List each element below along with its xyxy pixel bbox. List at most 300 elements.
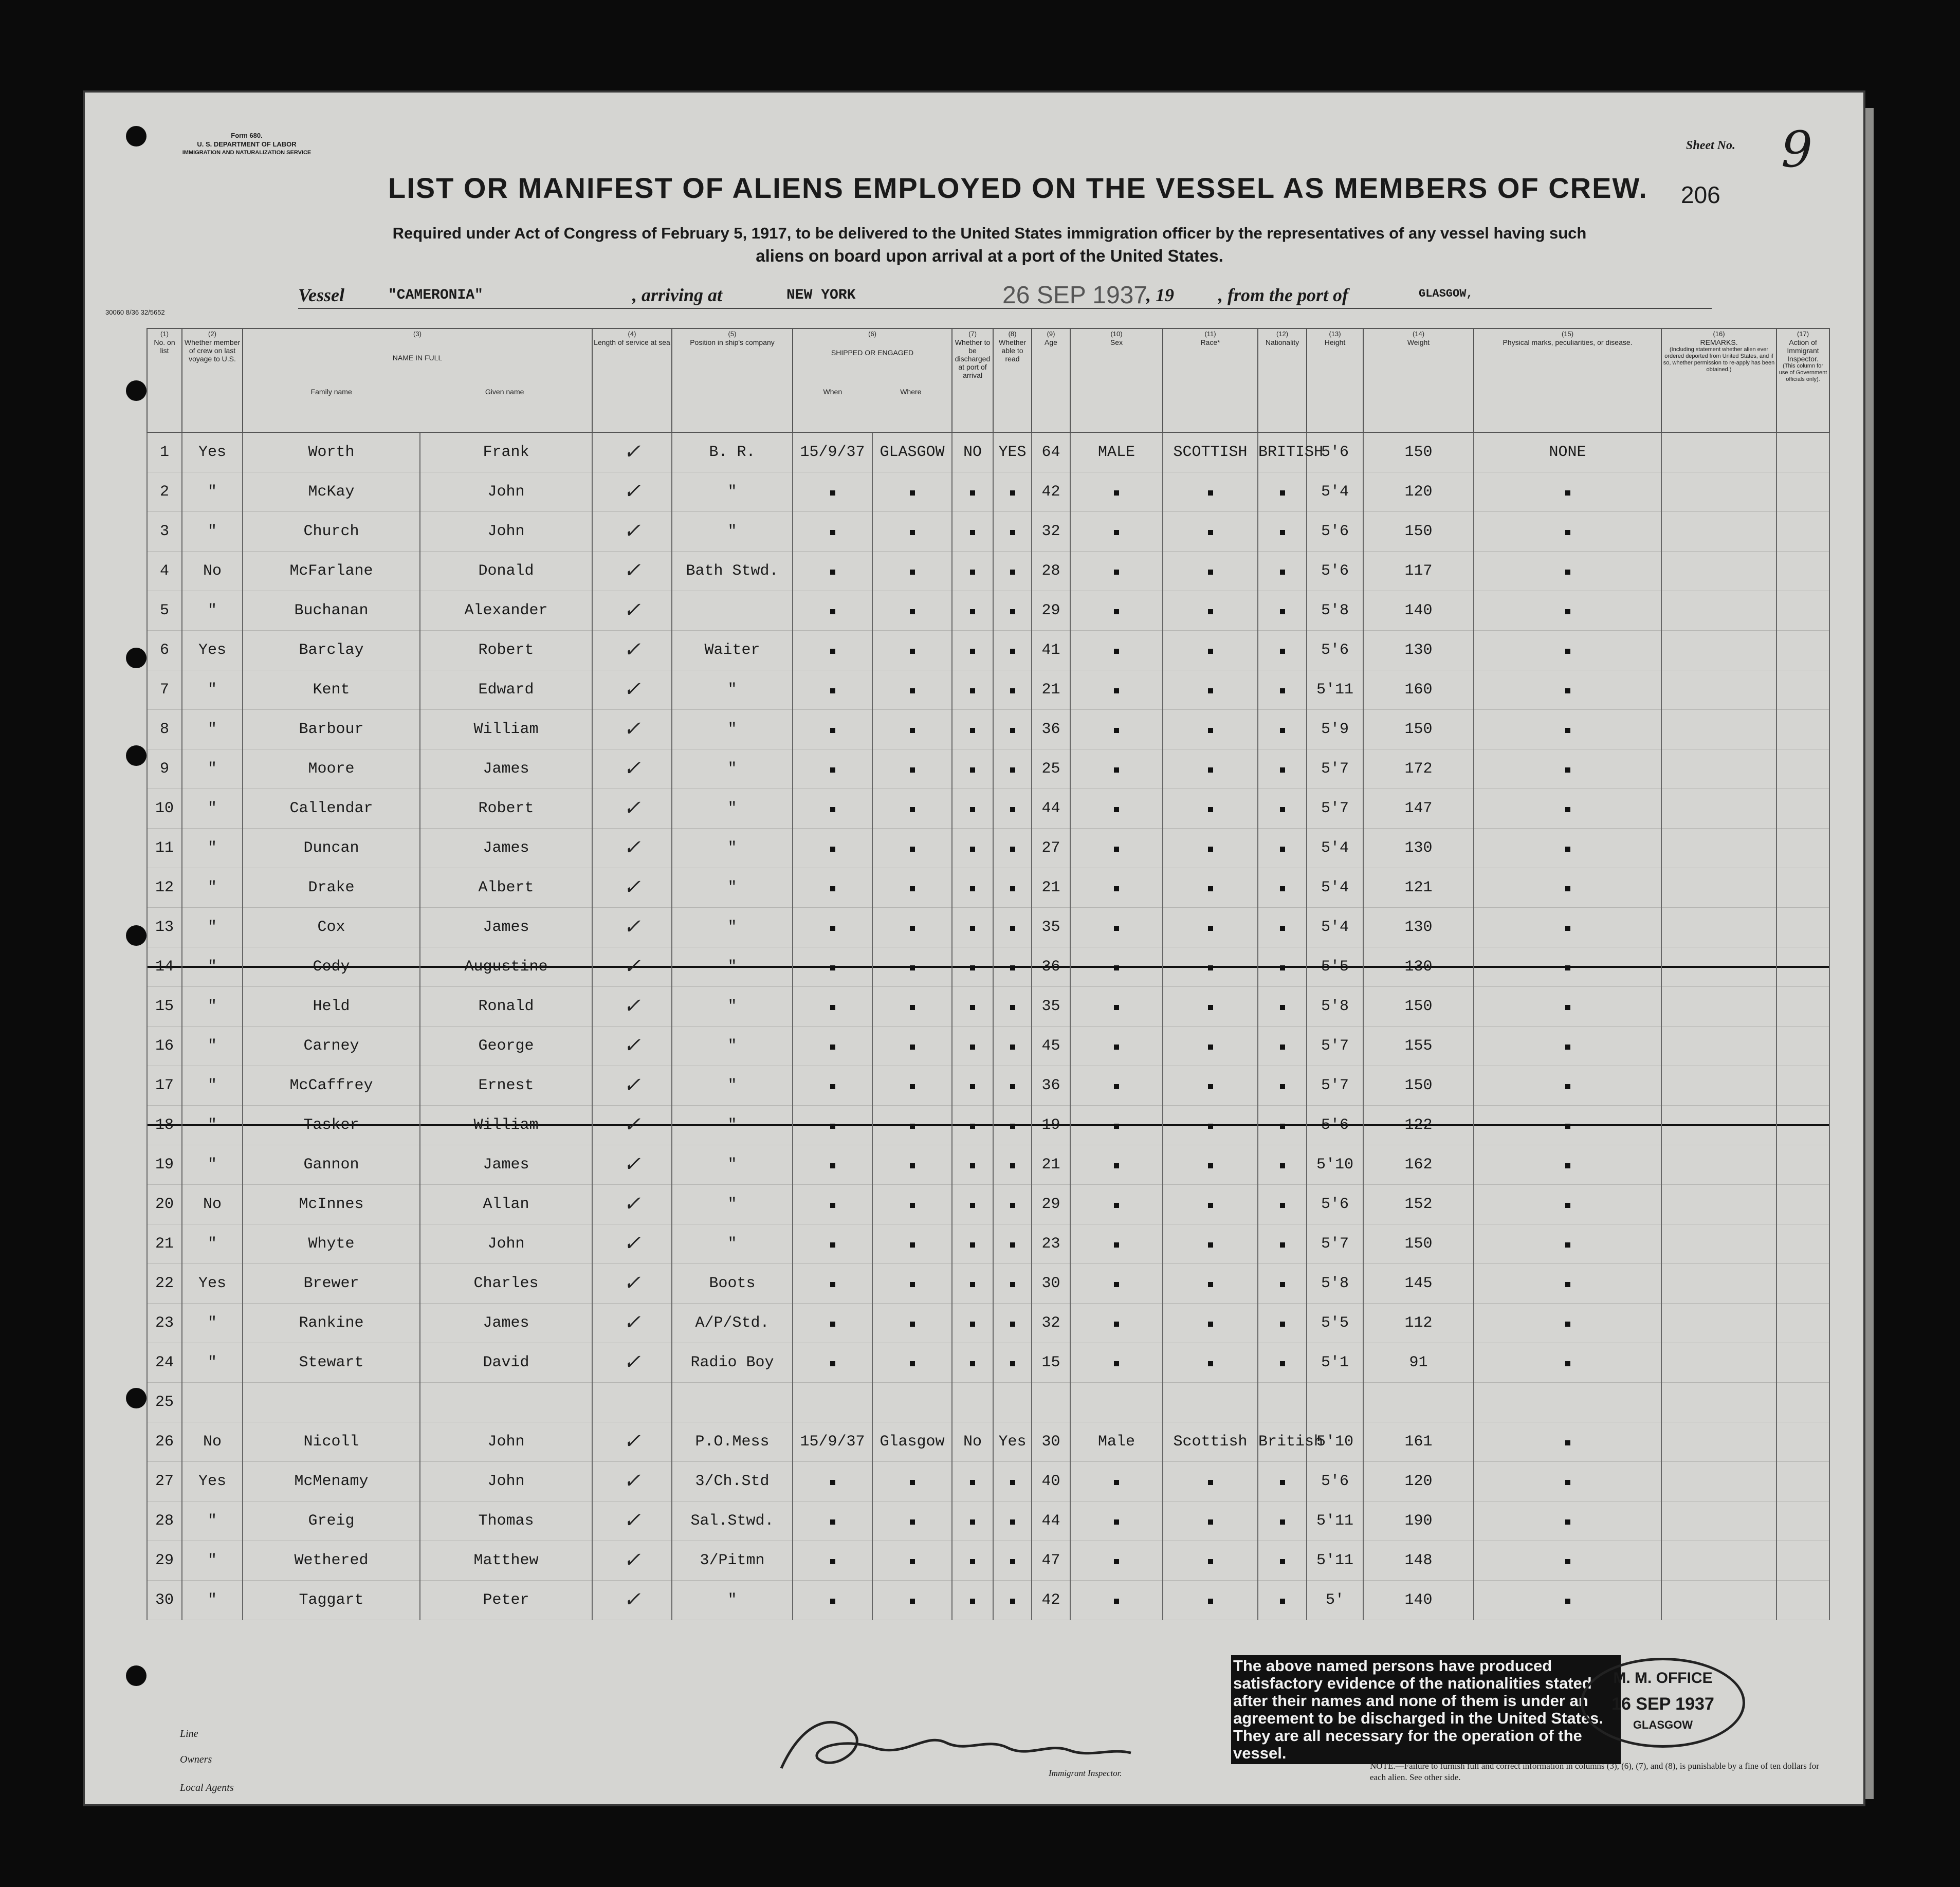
cell-discharged: [952, 710, 993, 749]
ditto-mark: [1565, 807, 1570, 812]
col-nationality-header: (12) Nationality: [1258, 328, 1307, 432]
cell-age: 64: [1032, 432, 1070, 472]
cell-marks: [1474, 1462, 1661, 1501]
cell-weight: 150: [1363, 710, 1474, 749]
arrival-date-stamp: 26 SEP 1937: [1002, 282, 1148, 309]
cell-height: 5'6: [1307, 1462, 1363, 1501]
cell-discharged: [952, 552, 993, 591]
cell-age: 42: [1032, 472, 1070, 512]
cell-nat: British: [1258, 1422, 1307, 1462]
cell-family: Nicoll: [243, 1422, 420, 1462]
cell-given: James: [420, 829, 592, 868]
cell-given: James: [420, 1304, 592, 1343]
check-mark-icon: ✓: [623, 877, 641, 901]
cell-no: 30: [147, 1581, 182, 1620]
cell-sex: [1070, 552, 1163, 591]
cell-remarks: [1661, 947, 1776, 987]
ditto-mark: [1565, 1282, 1570, 1287]
cell-read: [993, 1066, 1032, 1106]
check-mark-icon: ✓: [623, 758, 641, 782]
cell-nat: [1258, 1145, 1307, 1185]
cell-read: [993, 1027, 1032, 1066]
punch-hole: [126, 648, 146, 668]
ditto-mark: [1114, 688, 1119, 693]
col-marks-header: (15) Physical marks, peculiarities, or disease.: [1474, 328, 1661, 432]
cell-prev: No: [182, 552, 243, 591]
ditto-mark: [1208, 886, 1213, 891]
ditto-mark: [1565, 649, 1570, 654]
table-row: [147, 1066, 1829, 1106]
table-row: [147, 631, 1829, 670]
cell-marks: [1474, 710, 1661, 749]
cell-family: McCaffrey: [243, 1066, 420, 1106]
cell-nat: [1258, 868, 1307, 908]
subtitle-line-1: Required under Act of Congress of February 5, 1917, to be delivered to the United States immigration officer by the representatives of any vessel having such: [392, 224, 1587, 242]
cell-marks: [1474, 670, 1661, 710]
cell-prev: ": [182, 670, 243, 710]
cell-read: Yes: [993, 1422, 1032, 1462]
cell-pos: ": [672, 1066, 793, 1106]
cell-service: [592, 1145, 672, 1185]
cell-no: 8: [147, 710, 182, 749]
cell-family: McKay: [243, 472, 420, 512]
cell-height: [1307, 1383, 1363, 1422]
ditto-mark: [1010, 1242, 1015, 1248]
cell-read: [993, 947, 1032, 987]
arriving-label: , arriving at: [632, 285, 723, 305]
cell-given: John: [420, 1224, 592, 1264]
cell-family: Barbour: [243, 710, 420, 749]
table-header-row: [147, 328, 1829, 432]
cell-nat: [1258, 1541, 1307, 1581]
cell-marks: NONE: [1474, 432, 1661, 472]
ditto-mark: [910, 1599, 915, 1604]
cell-marks: [1474, 1304, 1661, 1343]
cell-discharged: NO: [952, 432, 993, 472]
ditto-mark: [910, 609, 915, 614]
cell-action: [1776, 1224, 1829, 1264]
cell-nat: [1258, 1581, 1307, 1620]
cell-read: [993, 1224, 1032, 1264]
cell-age: 21: [1032, 868, 1070, 908]
cell-nat: [1258, 1462, 1307, 1501]
cell-where: [872, 1304, 952, 1343]
cell-sex: [1070, 1581, 1163, 1620]
cell-prev: ": [182, 1145, 243, 1185]
ditto-mark: [830, 490, 835, 496]
ditto-mark: [910, 1163, 915, 1168]
ditto-mark: [830, 1084, 835, 1089]
cell-marks: [1474, 947, 1661, 987]
cell-marks: [1474, 908, 1661, 947]
cell-where: [872, 512, 952, 552]
cell-family: Kent: [243, 670, 420, 710]
ditto-mark: [1010, 609, 1015, 614]
ditto-mark: [830, 728, 835, 733]
cell-service: [592, 1066, 672, 1106]
ditto-mark: [1208, 649, 1213, 654]
ditto-mark: [1565, 1242, 1570, 1248]
cell-where: [872, 908, 952, 947]
cell-prev: ": [182, 789, 243, 829]
ditto-mark: [1280, 1084, 1285, 1089]
ditto-mark: [1010, 886, 1015, 891]
ditto-mark: [1010, 1203, 1015, 1208]
cell-read: [993, 670, 1032, 710]
cell-height: 5'6: [1307, 432, 1363, 472]
table-row: [147, 1383, 1829, 1422]
cell-read: YES: [993, 432, 1032, 472]
ditto-mark: [1010, 965, 1015, 970]
ditto-mark: [1208, 1203, 1213, 1208]
vessel-name: "CAMERONIA": [388, 287, 483, 303]
cell-prev: ": [182, 710, 243, 749]
cell-remarks: [1661, 1066, 1776, 1106]
sheet-label: Sheet No.: [1686, 139, 1735, 152]
cell-age: 40: [1032, 1462, 1070, 1501]
cell-family: Rankine: [243, 1304, 420, 1343]
cell-where: [872, 472, 952, 512]
cell-weight: 155: [1363, 1027, 1474, 1066]
ditto-mark: [830, 1361, 835, 1366]
col-action-header: (17) Action of Immigrant Inspector. (This column for use of Government officials only).: [1776, 328, 1829, 432]
col-height-header: (13) Height: [1307, 328, 1363, 432]
ditto-mark: [970, 649, 975, 654]
cell-service: [592, 670, 672, 710]
cell-where: [872, 1027, 952, 1066]
cell-pos: ": [672, 789, 793, 829]
ditto-mark: [910, 688, 915, 693]
ditto-mark: [1010, 1519, 1015, 1525]
cell-prev: ": [182, 749, 243, 789]
cell-family: Buchanan: [243, 591, 420, 631]
cell-weight: 152: [1363, 1185, 1474, 1224]
cell-race: [1163, 552, 1258, 591]
cell-no: 6: [147, 631, 182, 670]
cell-no: 3: [147, 512, 182, 552]
cell-weight: 145: [1363, 1264, 1474, 1304]
cell-discharged: [952, 1501, 993, 1541]
cell-given: Donald: [420, 552, 592, 591]
cell-sex: [1070, 1264, 1163, 1304]
cell-remarks: [1661, 987, 1776, 1027]
cell-weight: 130: [1363, 829, 1474, 868]
table-row: [147, 710, 1829, 749]
cell-weight: 130: [1363, 631, 1474, 670]
cell-no: 21: [147, 1224, 182, 1264]
owners-label: Owners: [180, 1754, 212, 1765]
ditto-mark: [1565, 530, 1570, 535]
ditto-mark: [1208, 1242, 1213, 1248]
ditto-mark: [970, 728, 975, 733]
check-mark-icon: ✓: [623, 560, 641, 584]
ditto-mark: [910, 1322, 915, 1327]
ditto-mark: [970, 926, 975, 931]
cell-height: 5'11: [1307, 1541, 1363, 1581]
cell-read: [993, 1145, 1032, 1185]
cell-age: 36: [1032, 710, 1070, 749]
cell-pos: Bath Stwd.: [672, 552, 793, 591]
cell-given: John: [420, 1422, 592, 1462]
cell-weight: 172: [1363, 749, 1474, 789]
table-row: [147, 1581, 1829, 1620]
cell-action: [1776, 1027, 1829, 1066]
cell-weight: 162: [1363, 1145, 1474, 1185]
cell-marks: [1474, 1185, 1661, 1224]
cell-given: William: [420, 710, 592, 749]
from-port: GLASGOW,: [1419, 287, 1473, 300]
cell-weight: [1363, 1383, 1474, 1422]
ditto-mark: [970, 530, 975, 535]
cell-height: 5'11: [1307, 670, 1363, 710]
cell-prev: No: [182, 1185, 243, 1224]
cell-marks: [1474, 1027, 1661, 1066]
cell-prev: [182, 1383, 243, 1422]
cell-age: 36: [1032, 947, 1070, 987]
ditto-mark: [1565, 1084, 1570, 1089]
ditto-mark: [1280, 570, 1285, 575]
ditto-mark: [1208, 1163, 1213, 1168]
cell-prev: ": [182, 591, 243, 631]
manifest-rows: [147, 432, 1829, 1620]
cell-race: [1163, 868, 1258, 908]
check-mark-icon: ✓: [623, 1035, 641, 1059]
cell-marks: [1474, 1145, 1661, 1185]
cell-read: [993, 591, 1032, 631]
cell-no: 11: [147, 829, 182, 868]
cell-where: [872, 987, 952, 1027]
cell-discharged: [952, 1264, 993, 1304]
check-mark-icon: ✓: [623, 719, 641, 742]
table-row: [147, 749, 1829, 789]
cell-age: 32: [1032, 512, 1070, 552]
cell-weight: 130: [1363, 908, 1474, 947]
cell-where: [872, 1224, 952, 1264]
ditto-mark: [910, 1242, 915, 1248]
crew-manifest-table: [146, 328, 1830, 1620]
where-header: Where: [900, 388, 922, 396]
cell-race: [1163, 829, 1258, 868]
cell-weight: 150: [1363, 512, 1474, 552]
cell-service: [592, 1462, 672, 1501]
cell-pos: [672, 591, 793, 631]
ditto-mark: [830, 649, 835, 654]
table-row: [147, 552, 1829, 591]
cell-service: [592, 1422, 672, 1462]
cell-no: 25: [147, 1383, 182, 1422]
cell-given: Frank: [420, 432, 592, 472]
check-mark-icon: ✓: [623, 1194, 641, 1217]
ditto-mark: [970, 807, 975, 812]
cell-sex: [1070, 829, 1163, 868]
ditto-mark: [1208, 1519, 1213, 1525]
cell-sex: [1070, 1066, 1163, 1106]
cell-given: George: [420, 1027, 592, 1066]
ditto-mark: [1280, 688, 1285, 693]
ditto-mark: [1565, 490, 1570, 496]
ditto-mark: [1208, 767, 1213, 773]
ditto-mark: [830, 1045, 835, 1050]
ditto-mark: [1114, 530, 1119, 535]
ditto-mark: [970, 1045, 975, 1050]
ditto-mark: [1565, 1203, 1570, 1208]
cell-service: [592, 512, 672, 552]
cell-age: 21: [1032, 1145, 1070, 1185]
cell-height: 5'11: [1307, 1501, 1363, 1541]
cell-discharged: [952, 1106, 993, 1145]
cell-action: [1776, 1541, 1829, 1581]
ditto-mark: [1565, 965, 1570, 970]
cell-marks: [1474, 1343, 1661, 1383]
arriving-port: NEW YORK: [786, 287, 856, 303]
ditto-mark: [1208, 965, 1213, 970]
cell-sex: [1070, 947, 1163, 987]
cell-where: [872, 1383, 952, 1422]
ditto-mark: [1208, 926, 1213, 931]
cell-sex: [1070, 670, 1163, 710]
cell-no: 5: [147, 591, 182, 631]
cell-where: [872, 947, 952, 987]
cell-family: Drake: [243, 868, 420, 908]
cell-race: [1163, 789, 1258, 829]
print-code: 30060 8/36 32/5652: [105, 308, 165, 316]
cell-remarks: [1661, 472, 1776, 512]
cell-nat: [1258, 829, 1307, 868]
cell-discharged: [952, 1224, 993, 1264]
cell-read: [993, 1264, 1032, 1304]
cell-when: [793, 512, 872, 552]
cell-read: [993, 987, 1032, 1027]
cell-pos: ": [672, 1224, 793, 1264]
cell-age: 35: [1032, 908, 1070, 947]
cell-pos: B. R.: [672, 432, 793, 472]
cell-prev: ": [182, 1106, 243, 1145]
cell-when: [793, 710, 872, 749]
cell-height: 5'7: [1307, 1224, 1363, 1264]
ditto-mark: [910, 807, 915, 812]
cell-where: [872, 552, 952, 591]
ditto-mark: [970, 1361, 975, 1366]
cell-pos: ": [672, 670, 793, 710]
cell-marks: [1474, 749, 1661, 789]
ditto-mark: [970, 609, 975, 614]
cell-weight: 122: [1363, 1106, 1474, 1145]
cell-family: McInnes: [243, 1185, 420, 1224]
ditto-mark: [1114, 926, 1119, 931]
cell-family: Cox: [243, 908, 420, 947]
ditto-mark: [1280, 886, 1285, 891]
cell-weight: 117: [1363, 552, 1474, 591]
cell-remarks: [1661, 829, 1776, 868]
cell-sex: [1070, 868, 1163, 908]
ditto-mark: [830, 1005, 835, 1010]
cell-discharged: [952, 631, 993, 670]
cell-remarks: [1661, 1304, 1776, 1343]
ditto-mark: [910, 1124, 915, 1129]
cell-age: 30: [1032, 1422, 1070, 1462]
cell-sex: [1070, 1185, 1163, 1224]
ditto-mark: [1565, 609, 1570, 614]
cell-family: Carney: [243, 1027, 420, 1066]
ditto-mark: [910, 1282, 915, 1287]
check-mark-icon: ✓: [623, 956, 641, 980]
cell-where: [872, 789, 952, 829]
cell-race: [1163, 1383, 1258, 1422]
ditto-mark: [1208, 1559, 1213, 1564]
cell-pos: ": [672, 908, 793, 947]
cell-sex: Male: [1070, 1422, 1163, 1462]
cell-prev: Yes: [182, 631, 243, 670]
cell-sex: [1070, 1224, 1163, 1264]
cell-remarks: [1661, 1145, 1776, 1185]
ditto-mark: [1280, 1045, 1285, 1050]
cell-given: John: [420, 512, 592, 552]
ditto-mark: [1565, 1005, 1570, 1010]
cell-sex: [1070, 631, 1163, 670]
cell-service: [592, 710, 672, 749]
page-subtitle: [278, 222, 1701, 267]
cell-read: [993, 1185, 1032, 1224]
punch-hole: [126, 745, 146, 766]
cell-sex: [1070, 789, 1163, 829]
cell-remarks: [1661, 1106, 1776, 1145]
cell-when: [793, 1027, 872, 1066]
cell-remarks: [1661, 512, 1776, 552]
cell-race: [1163, 1541, 1258, 1581]
ditto-mark: [910, 767, 915, 773]
cell-discharged: No: [952, 1422, 993, 1462]
check-mark-icon: ✓: [623, 1589, 641, 1613]
cell-race: [1163, 1185, 1258, 1224]
ditto-mark: [1114, 609, 1119, 614]
table-row: [147, 1027, 1829, 1066]
ditto-mark: [1565, 1480, 1570, 1485]
cell-pos: ": [672, 512, 793, 552]
cell-remarks: [1661, 552, 1776, 591]
table-row: [147, 432, 1829, 472]
cell-action: [1776, 829, 1829, 868]
ditto-mark: [1208, 807, 1213, 812]
cell-given: Matthew: [420, 1541, 592, 1581]
cell-given: David: [420, 1343, 592, 1383]
cell-where: [872, 1343, 952, 1383]
cell-pos: ": [672, 829, 793, 868]
cell-nat: [1258, 1343, 1307, 1383]
cell-family: Greig: [243, 1501, 420, 1541]
ditto-mark: [910, 1361, 915, 1366]
cell-age: 32: [1032, 1304, 1070, 1343]
cell-prev: ": [182, 868, 243, 908]
ditto-mark: [830, 609, 835, 614]
cell-weight: 190: [1363, 1501, 1474, 1541]
department-name: U. S. DEPARTMENT OF LABOR: [197, 140, 297, 148]
cell-height: 5'9: [1307, 710, 1363, 749]
cell-no: 15: [147, 987, 182, 1027]
stamp-date: 16 SEP 1937: [1611, 1694, 1714, 1714]
local-agents-label: Local Agents: [180, 1782, 234, 1793]
cell-pos: ": [672, 749, 793, 789]
cell-sex: [1070, 512, 1163, 552]
cell-read: [993, 710, 1032, 749]
cell-action: [1776, 1264, 1829, 1304]
ditto-mark: [1565, 728, 1570, 733]
cell-discharged: [952, 472, 993, 512]
ditto-mark: [830, 530, 835, 535]
ditto-mark: [1010, 1559, 1015, 1564]
col-name-header: (3) NAME IN FULL Family name Given name: [243, 328, 592, 432]
cell-action: [1776, 710, 1829, 749]
cell-age: 23: [1032, 1224, 1070, 1264]
